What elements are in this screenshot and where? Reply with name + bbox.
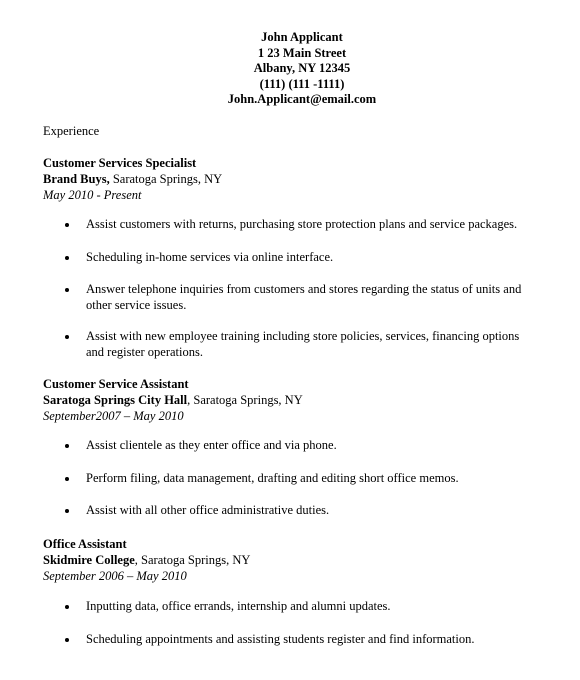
street-address: 1 23 Main Street xyxy=(257,45,347,60)
duty-list xyxy=(43,599,543,647)
bullet-icon xyxy=(65,477,69,481)
job-title: Customer Services Specialist xyxy=(43,156,197,170)
duty-item: Assist with all other office administrative duties. xyxy=(43,503,526,519)
job-title: Customer Service Assistant xyxy=(43,377,189,391)
job-employer xyxy=(43,171,543,187)
duty-item: Perform filing, data management, drafting and editing short office memos. xyxy=(43,471,526,487)
contact-header xyxy=(0,30,580,108)
employer-name: Saratoga Springs City Hall xyxy=(43,393,188,407)
employer-location: Saratoga Springs, NY xyxy=(109,172,223,186)
applicant-name: John Applicant xyxy=(261,30,343,44)
job-dates: September2007 – May 2010 xyxy=(43,409,184,423)
bullet-icon xyxy=(65,223,69,227)
duty-list xyxy=(43,217,543,360)
job-dates: September 2006 – May 2010 xyxy=(43,569,187,583)
bullet-icon xyxy=(65,509,69,513)
bullet-icon xyxy=(65,256,69,260)
duty-item: Assist clientele as they enter office and via phone. xyxy=(43,438,526,454)
employer-name: Skidmire College xyxy=(43,553,135,567)
job-entry xyxy=(43,536,543,647)
employer-name: Brand Buys, xyxy=(43,172,110,186)
duty-item: Scheduling in-home services via online interface. xyxy=(43,250,526,266)
duty-item: Answer telephone inquiries from customers and stores regarding the status of units and other service issues. xyxy=(43,282,526,313)
job-entry xyxy=(43,155,543,360)
employer-location: , Saratoga Springs, NY xyxy=(134,553,251,567)
duty-list xyxy=(43,438,543,519)
bullet-icon xyxy=(65,638,69,642)
bullet-icon xyxy=(65,288,69,292)
bullet-icon xyxy=(65,335,69,339)
job-employer xyxy=(43,552,543,568)
experience-heading: Experience xyxy=(43,124,100,138)
city-state-zip: Albany, NY 12345 xyxy=(253,61,351,75)
bullet-icon xyxy=(65,444,69,448)
duty-item: Inputting data, office errands, internship and alumni updates. xyxy=(43,599,526,615)
bullet-icon xyxy=(65,605,69,609)
job-title: Office Assistant xyxy=(43,537,127,551)
duty-item: Scheduling appointments and assisting students register and find information. xyxy=(43,632,526,648)
job-employer xyxy=(43,392,543,408)
employer-location: , Saratoga Springs, NY xyxy=(187,393,303,407)
job-dates: May 2010 - Present xyxy=(43,188,142,202)
duty-item: Assist with new employee training including store policies, services, financing options and register operations. xyxy=(43,329,526,360)
job-entry xyxy=(43,376,543,519)
email-address: John.Applicant@email.com xyxy=(227,92,377,106)
duty-item: Assist customers with returns, purchasing store protection plans and service packages. xyxy=(43,217,526,233)
phone-number: (111) (111 -1111) xyxy=(259,76,345,91)
